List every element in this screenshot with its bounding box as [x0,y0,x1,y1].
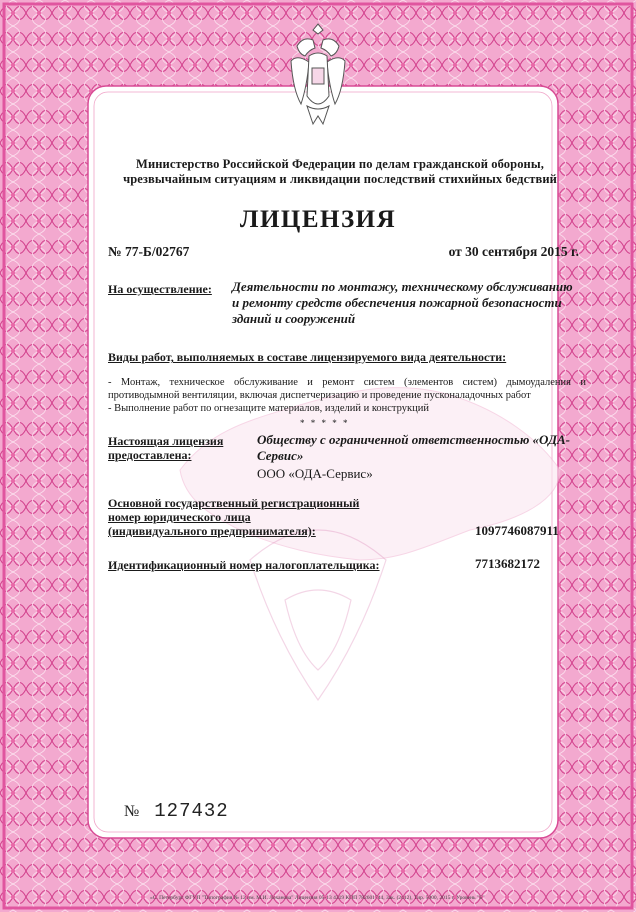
inn-value: 7713682172 [475,556,540,571]
serial-number [124,800,229,822]
ministry-line-2: чрезвычайным ситуациям и ликвидации последствий стихийных бедствий [123,172,557,186]
printing-info: «С. Петербург ФГУП "Типография № 12 им. М.И. Лоханова" Лицензия 05-13 4319 КПП 782601744, Зак. (2412), Тир. 5000, 2015 г. Уровень "Б" [150,895,485,901]
document-title: ЛИЦЕНЗИЯ [239,206,397,233]
ogrn-value: 1097746087911 [475,523,559,538]
license-date: от 30 сентября 2015 г. [448,244,579,259]
serial-value: 127432 [154,800,229,822]
inn-label: Идентификационный номер налогоплательщика: [108,558,380,572]
ministry-line-1: Министерство Российской Федерации по делам гражданской обороны, [136,157,544,171]
holder-label: Настоящая лицензия предоставлена: [108,434,224,462]
ministry-header [60,157,620,187]
holder-full-name: Обществу с ограниченной ответственностью «ОДА-Сервис» [257,432,571,463]
ogrn-label-line-2: номер юридического лица [108,510,251,524]
holder-short-name: ООО «ОДА-Сервис» [257,466,373,481]
activity-text: Деятельности по монтажу, техническому обслуживанию и ремонту средств обеспечения пожарной безопасности зданий и сооружений [232,279,573,326]
ogrn-label [108,496,408,538]
works-item-1: - Монтаж, техническое обслуживание и ремонт систем (элементов систем) дымоудаления и противодымной вентиляции, включая диспетчеризацию и проведение пусконаладочных работ [108,377,586,401]
license-number: № 77-Б/02767 [108,244,190,259]
works-label: Виды работ, выполняемых в составе лицензируемого вида деятельности: [108,350,507,364]
works-item-2: - Выполнение работ по огнезащите материалов, изделий и конструкций [108,403,429,414]
works-list [108,376,586,415]
ogrn-label-line-3: (индивидуального предпринимателя): [108,524,316,538]
serial-prefix: № [124,803,141,820]
activity-label: На осуществление: [108,282,212,296]
ogrn-label-line-1: Основной государственный регистрационный [108,496,360,510]
separator-stars: * * * * * [300,418,350,428]
